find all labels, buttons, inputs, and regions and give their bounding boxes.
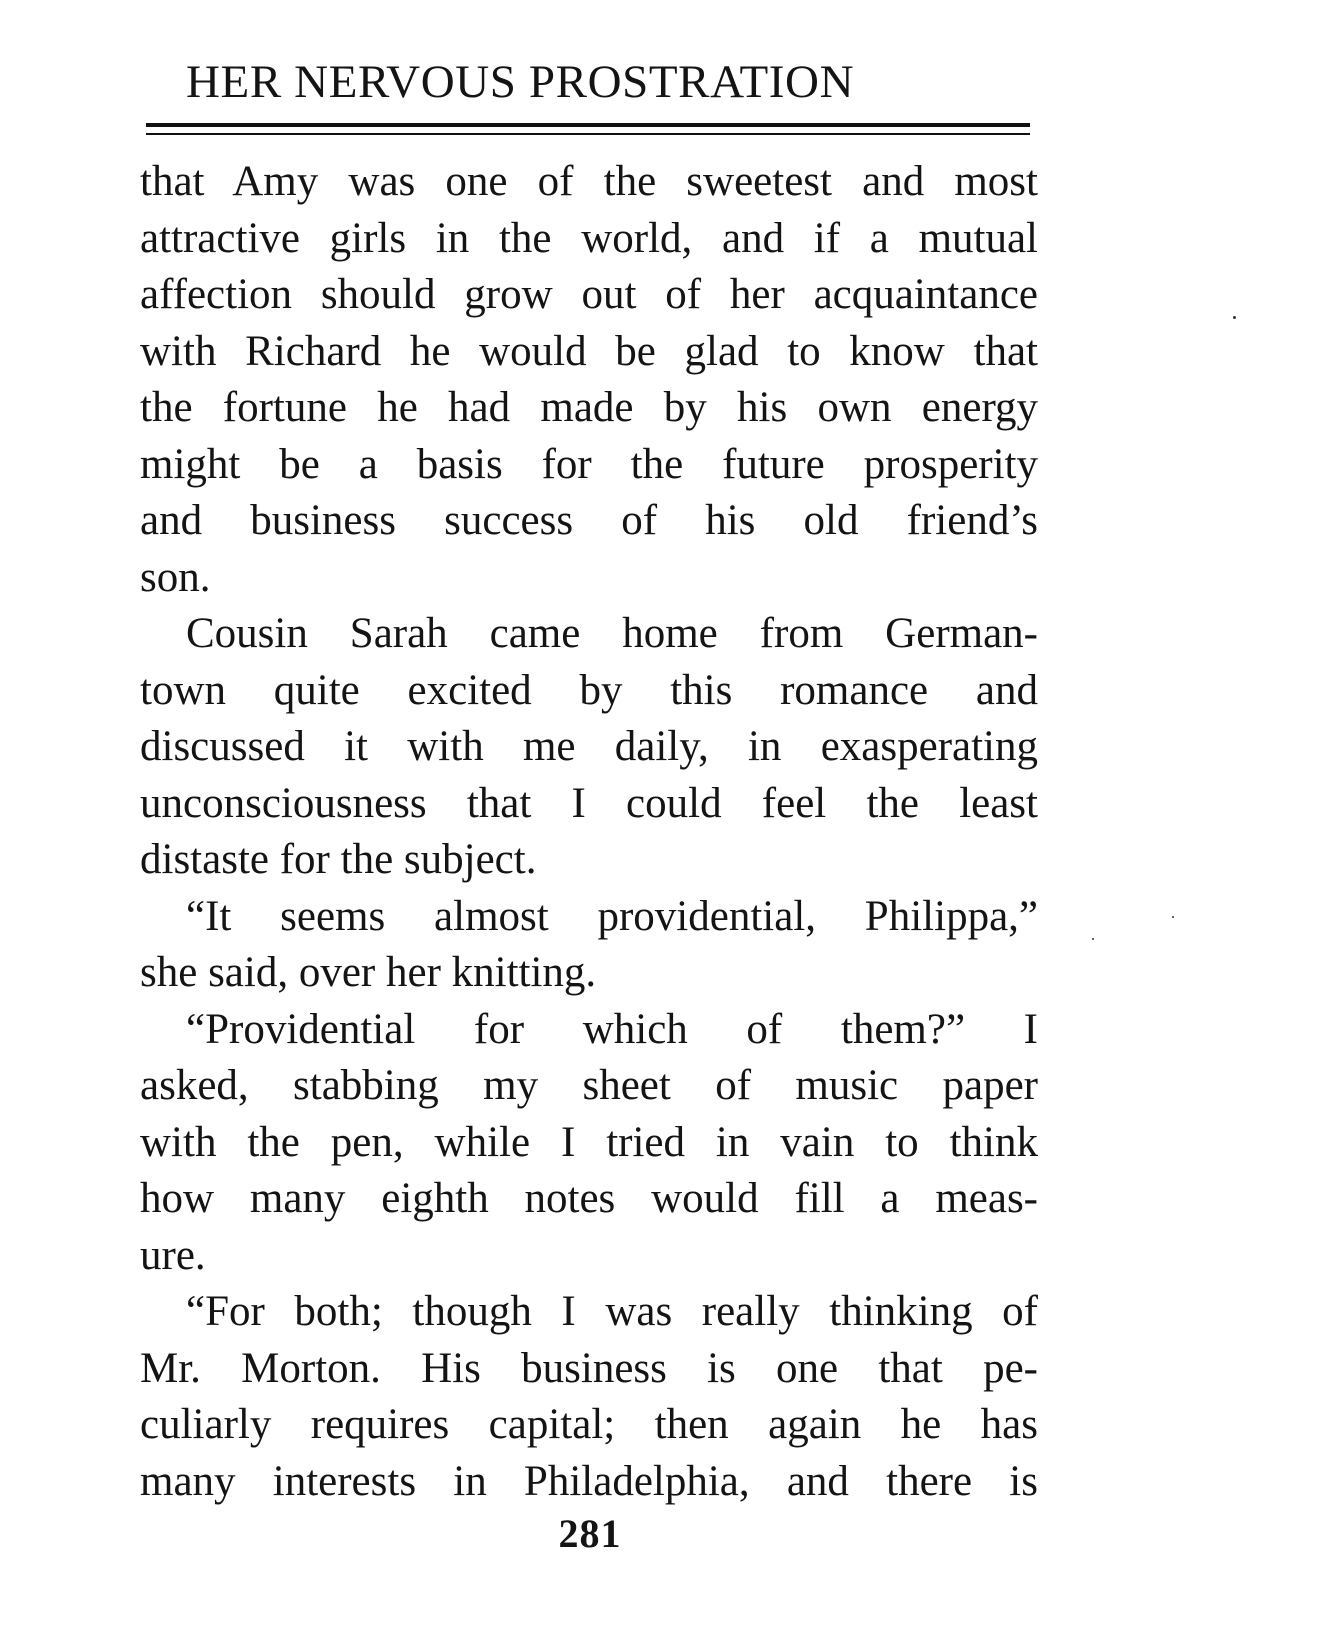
paragraph-5 [140, 1284, 1038, 1510]
body-text [140, 154, 1038, 1510]
paragraph-3 [140, 889, 1038, 1002]
running-title: HER NERVOUS PROSTRATION [186, 56, 855, 108]
text-line: with the pen, while I tried in vain to think [140, 1118, 1038, 1166]
text-line: distaste for the subject. [140, 836, 537, 883]
text-line: ure. [140, 1231, 206, 1279]
paragraph-1 [140, 154, 1038, 606]
text-line: Cousin Sarah came home from German- [186, 610, 1038, 657]
header-rule-thick [146, 123, 1030, 127]
text-line: “It seems almost providential, Philippa,” [186, 892, 1038, 940]
text-line: Mr. Morton. His business is one that pe- [140, 1344, 1038, 1392]
text-line: she said, over her knitting. [140, 949, 597, 996]
text-line: how many eighth notes would fill a meas- [140, 1175, 1038, 1222]
paragraph-4 [140, 1002, 1038, 1285]
text-line: affection should grow out of her acquaintance [140, 271, 1038, 318]
text-line: many interests in Philadelphia, and there is [140, 1457, 1038, 1505]
text-line: culiarly requires capital; then again he has [140, 1401, 1038, 1448]
page-number: 281 [558, 1511, 622, 1556]
text-line: that Amy was one of the sweetest and most [140, 158, 1038, 205]
text-line: “For both; though I was really thinking of [186, 1288, 1038, 1335]
text-line: unconsciousness that I could feel the least [140, 779, 1038, 827]
text-line: the fortune he had made by his own energy [140, 384, 1038, 431]
text-line: discussed it with me daily, in exasperating [140, 723, 1038, 770]
scan-speck [1172, 916, 1174, 918]
text-line: asked, stabbing my sheet of music paper [140, 1062, 1038, 1109]
paragraph-2 [140, 606, 1038, 889]
text-line: attractive girls in the world, and if a mutual [140, 214, 1038, 262]
text-line: town quite excited by this romance and [140, 666, 1038, 714]
text-line: and business success of his old friend’s [140, 497, 1038, 544]
text-line: might be a basis for the future prosperity [140, 440, 1038, 488]
header-rule-thin [146, 133, 1030, 135]
text-line: “Providential for which of them?” I [186, 1005, 1038, 1053]
scan-speck [1092, 938, 1094, 940]
scan-speck [1233, 316, 1236, 319]
running-head [140, 52, 1038, 112]
text-line: with Richard he would be glad to know that [140, 327, 1038, 375]
text-line: son. [140, 553, 211, 601]
